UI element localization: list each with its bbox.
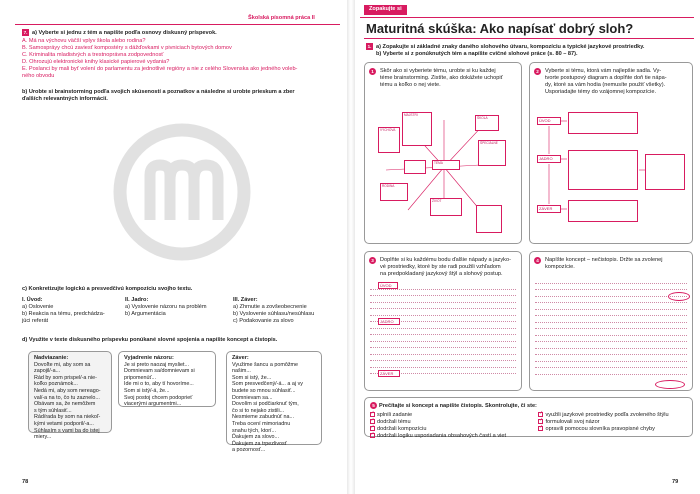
- task-1-line1: a) Zopakujte si základné znaky daného slohového útvaru, kompozíciu a typické jazykové prostriedky.: [376, 43, 645, 50]
- phrase: zapojil/-a...: [34, 368, 61, 375]
- phrase: kými vetami podporil/-a...: [34, 420, 94, 427]
- checklist-right: [538, 412, 687, 440]
- check-item: využili jazykové prostriedky podľa zvoleného štýlu: [545, 411, 669, 418]
- section-header: Školská písomná práca II: [248, 15, 315, 21]
- review-tag: Zopakujte si: [364, 5, 407, 15]
- mind-node: [404, 160, 426, 174]
- watermark-logo: [110, 120, 255, 265]
- step-number: 5: [370, 402, 377, 409]
- step-text: vé prostriedky, ktoré by ste radi použili vzhľadom: [380, 264, 501, 270]
- flow-label-jadro: JADRO: [537, 155, 561, 163]
- phrase: pripomenúť...: [124, 374, 156, 381]
- task-1-line2: b) Vyberte si z ponúknutých tém a napíšte cvičné slohové práce (s. 80 – 87).: [376, 50, 578, 57]
- mind-node: RODINA: [380, 183, 408, 201]
- task-number: 7.: [23, 30, 28, 35]
- book-gutter: [347, 0, 355, 494]
- step-text: Napíšte koncept – nečistopis. Držte sa zvolenej: [545, 257, 663, 263]
- composition-end: [233, 297, 343, 325]
- checkbox-icon: [538, 426, 543, 431]
- phrases-box-3: [226, 351, 322, 454]
- phrase: viacerými argumentmi...: [124, 401, 182, 408]
- step-text: tvorte postupový diagram a doplňte doň tie nápa-: [545, 75, 667, 81]
- flow-label-uvod: ÚVOD: [537, 117, 561, 125]
- task-b-line1: b) Urobte si brainstorming podľa svojich skúseností a poznatkov a následne si urobte prieskum a zber: [22, 88, 295, 95]
- task-title: a) Vyberte si jednu z tém a napíšte podľa osnovy diskusný príspevok.: [32, 29, 217, 36]
- check-item: dodržali tému: [377, 418, 411, 425]
- margin-note-circle: [668, 292, 690, 301]
- step-number: 3: [369, 257, 376, 264]
- step-4-box: [529, 251, 693, 391]
- header-rule: [15, 24, 340, 25]
- comp-item: júci referát: [22, 318, 49, 324]
- flow-arrows: [533, 110, 689, 230]
- flow-label-zaver: ZÁVER: [537, 205, 561, 213]
- phrase: Nesmieme zabudnúť na...: [232, 414, 294, 421]
- phrase: Využime šancu a pomôžme: [232, 361, 299, 368]
- step-text: Usporiadajte témy do vzájomnej kompozície.: [545, 89, 656, 95]
- step-number: 1: [369, 68, 376, 75]
- mind-node: [476, 205, 502, 233]
- phrases-head: Nadviazanie:: [34, 355, 69, 361]
- task-1: [366, 43, 694, 58]
- option-b: B. Samospráyy chcú zaviesť kompostéry s dážďovkami v pivniciach bytových domov: [22, 44, 232, 51]
- mind-node: ŽIVOT: [430, 198, 462, 216]
- phrase: snahu tých, ktorí...: [232, 427, 277, 434]
- margin-note-circle: [655, 380, 685, 389]
- phrase: budete so mnou súhlasiť...: [232, 387, 296, 394]
- comp-item: a) Vyslovenie názoru na problém: [125, 304, 207, 310]
- phrases-head: Vyjadrenie názoru:: [124, 355, 174, 361]
- page-number-right: 79: [672, 479, 679, 485]
- flow-label-zaver: ZÁVER: [378, 370, 400, 377]
- phrase: Som presvedčený/-á... a aj vy: [232, 381, 304, 388]
- phrase: Obávam sa, že nemôžem: [34, 401, 96, 408]
- step-text: kompozície.: [545, 264, 575, 270]
- step-5-text: Prečítajte si koncept a napíšte čistopis. Skontrolujte, či ste:: [379, 402, 537, 409]
- phrase: Svoj postoj chcem podoprieť: [124, 394, 193, 401]
- option-e: E. Poslanci by mali byť volení do parlamentu za jednotlivé regióny a nie z celého Slovenska ako jedného voleb-: [22, 65, 298, 72]
- comp-item: b) Reakcia na tému, predchádza-: [22, 311, 105, 317]
- phrases-head: Záver:: [232, 355, 249, 361]
- header-rule-right: [360, 17, 694, 18]
- check-item: dodržali logiku usporiadania obsahových častí a viet: [377, 432, 507, 439]
- composition-intro: [22, 297, 132, 325]
- topic-options: [22, 38, 342, 80]
- comp-item: a) Zhrnutie a zovšeobecnenie: [233, 304, 307, 310]
- phrase: Domnievam sa...: [232, 394, 273, 401]
- phrase: Dovolím si podčiarknuť tým,: [232, 401, 299, 408]
- mind-node: ŠKOLA: [475, 115, 499, 131]
- comp-head-3: III. Záver:: [233, 297, 258, 303]
- step-text: na predpokladaný jazykový štýl a slohový postup.: [380, 271, 503, 277]
- phrase: Som si istý/-á, že...: [124, 387, 170, 394]
- task-d: d) Využite v texte diskusného príspevku ponúkané slovné spojenia a napíšte koncept a čistopis.: [22, 337, 278, 343]
- check-item: dodržali kompozíciu: [377, 425, 427, 432]
- comp-head-2: II. Jadro:: [125, 297, 149, 303]
- page-title: Maturitná skúška: Ako napísať dobrý sloh?: [366, 21, 634, 36]
- phrase: s tým súhlasiť...: [34, 407, 72, 414]
- phrase: Súhlasím s vami ba do istej: [34, 427, 100, 434]
- task-c: c) Konkretizujte logickú a presvedčivú kompozíciu svojho textu.: [22, 286, 193, 292]
- phrase: Je si preto naozaj mysliet...: [124, 361, 190, 368]
- phrase: Rád by som prispel/-a nie-: [34, 374, 97, 381]
- check-item: formulovali svoj názor: [545, 418, 600, 425]
- phrases-box-1: [28, 351, 112, 441]
- mind-node: ŠPECIÁLNE: [478, 140, 506, 166]
- phrase: Ďakujem za trpezlivosť: [232, 440, 287, 447]
- comp-item: c) Podakovanie za slovo: [233, 318, 294, 324]
- option-e-cont: ného obvodu: [22, 72, 55, 79]
- phrase: Treba ocení mimoriadnu: [232, 420, 291, 427]
- option-a: A. Má na výchovu väčší vplyv škola alebo rodina?: [22, 37, 146, 44]
- page-number-left: 78: [22, 479, 29, 485]
- phrase: val/-a na to, čo tu zaznelo...: [34, 394, 100, 401]
- task-7: [22, 29, 342, 103]
- flow-label-jadro: JADRO: [378, 318, 400, 325]
- option-c: C. Kriminalita mladistvých a trestnoprávna zodpovednosť: [22, 51, 164, 58]
- step-text: Vyberte si tému, ktorá vám najlepšie sadla. Vy-: [545, 68, 662, 74]
- comp-item: b) Vyslovenie súhlasu/nesúhlasu: [233, 311, 315, 317]
- task-b-line2: ďalších relevantných informácií.: [22, 95, 108, 102]
- comp-head-1: I. Úvod:: [22, 297, 43, 303]
- check-item: splnili zadanie: [377, 411, 413, 418]
- task-number: 1.: [367, 44, 372, 49]
- step-number: 4: [534, 257, 541, 264]
- step-5-box: [364, 397, 693, 437]
- phrase: miery...: [34, 434, 52, 441]
- step-number: 2: [534, 68, 541, 75]
- phrase: Domnievam sa/domnievam si: [124, 368, 195, 375]
- composition-body: [125, 297, 235, 318]
- title-rule: [364, 38, 694, 39]
- mind-node: TÉMA: [432, 160, 460, 170]
- step-text: dy, ktoré sa vám hodia (nemusíte použiť všetky).: [545, 82, 666, 88]
- phrase: a pozornosť...: [232, 447, 266, 454]
- phrase: Ďakujem za slovo...: [232, 434, 280, 441]
- step-text: Doplňte si ku každému bodu ďalšie nápady a jazyko-: [380, 257, 511, 263]
- phrase: Dovoľte mi, aby som sa: [34, 361, 91, 368]
- phrases-box-2: [118, 351, 216, 407]
- comp-item: b) Argumentácia: [125, 311, 166, 317]
- option-d: D. Ohrozujú elektronické knihy klasické papierové vydania?: [22, 58, 170, 65]
- checkbox-icon: [370, 433, 375, 438]
- check-item: opravili pomocou slovníka pravopisné chyby: [545, 425, 655, 432]
- step-text: tému a koľko o nej viete.: [380, 82, 441, 88]
- step-text: Skôr ako si vyberiete tému, urobte si ku každej: [380, 68, 496, 74]
- phrase: Rád/rada by som na niekoľ-: [34, 414, 101, 421]
- phrase: našim...: [232, 368, 251, 375]
- step-text: téme brainstorming. Zistíte, ako dokážete uchopiť: [380, 75, 503, 81]
- phrase: koľko poznámok...: [34, 381, 78, 388]
- mind-node: MAJSTRI: [402, 112, 432, 146]
- phrase: Som si istý, že...: [232, 374, 272, 381]
- checklist-left: [370, 412, 528, 440]
- mind-node: VÝCHOVA: [378, 127, 400, 153]
- phrase: Nedá mi, aby som nereago-: [34, 387, 101, 394]
- phrase: čo si to nejako zistili...: [232, 407, 285, 414]
- phrase: Ide mi o to, aby tí hovoríme...: [124, 381, 194, 388]
- flow-label-uvod: ÚVOD: [378, 282, 398, 289]
- comp-item: a) Oslovenie: [22, 304, 54, 310]
